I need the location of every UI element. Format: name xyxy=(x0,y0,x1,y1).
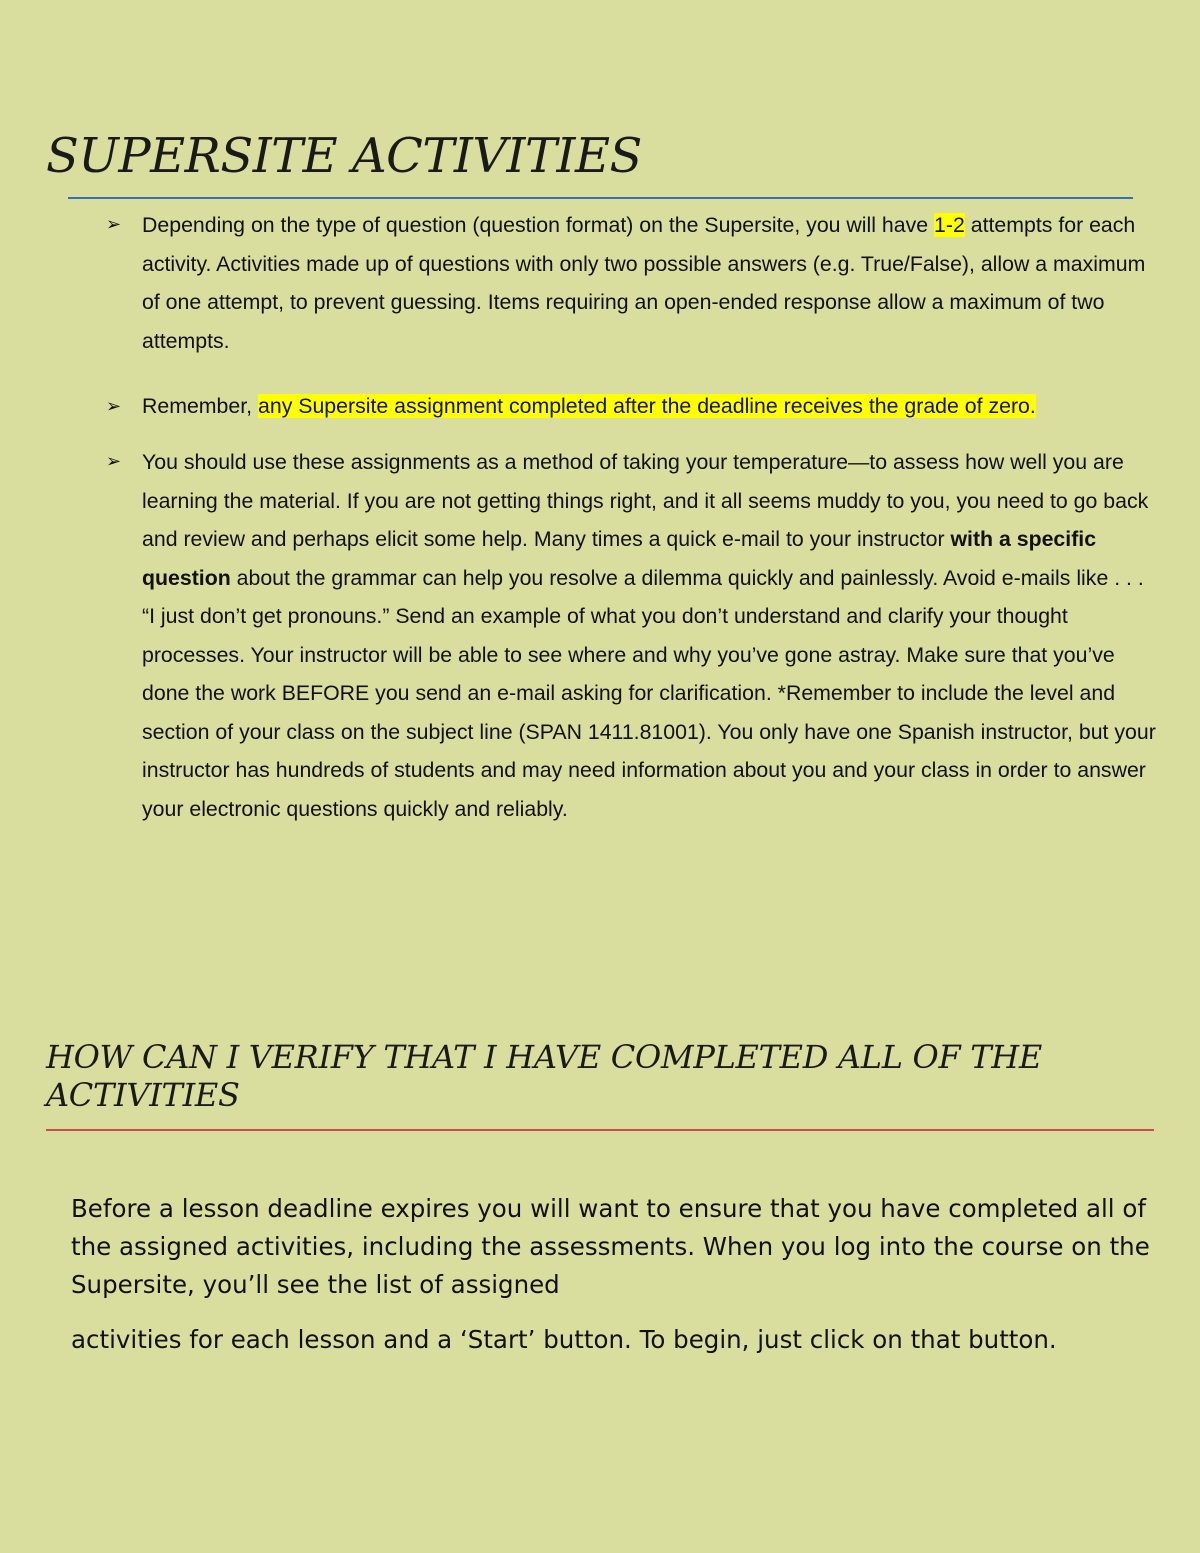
bullet-attempts xyxy=(106,206,1156,360)
bullet-temperature-text-pre: You should use these assignments as a method of taking your temperature—to assess how well you are learning the material. If you are not getting things right, and it all seems muddy to you, you need to go back and review and perhaps elicit some help. Many times a quick e-mail to your instructor xyxy=(142,450,1149,551)
paragraph-start-button: activities for each lesson and a ‘Start’ button. To begin, just click on that button. xyxy=(71,1325,1057,1354)
section-heading-supersite-activities: SUPERSITE ACTIVITIES xyxy=(46,128,642,184)
highlight-attempts-range: 1-2 xyxy=(934,213,965,237)
bold-specific-question: with a specific question xyxy=(142,527,1097,590)
heading-underline-blue xyxy=(68,197,1133,199)
highlight-deadline-warning: any Supersite assignment completed after the deadline receives the grade of zero. xyxy=(258,394,1036,418)
bullet-temperature-text-post: about the grammar can help you resolve a dilemma quickly and painlessly. Avoid e-mails like . . . “I just don’t get pronouns.” Send an example of what you don’t understand and clarify your thought processes. Your instructor will be able to see where and why you’ve gone astray. Make sure that you’ve done the work BEFORE you send an e-mail asking for clarification. *Remember to include the level and section of your class on the subject line (SPAN 1411.81001). You only have one Spanish instructor, but your instructor has hundreds of students and may need information about you and your class in order to answer your electronic questions quickly and reliably. xyxy=(142,565,1156,821)
bullet-temperature xyxy=(106,443,1156,828)
bullet-deadline-text-pre: Remember, xyxy=(142,394,258,418)
bullet-list xyxy=(106,206,1156,828)
arrow-bullet-icon: ➢ xyxy=(106,214,122,235)
bullet-attempts-text-pre: Depending on the type of question (question format) on the Supersite, you will have xyxy=(142,213,935,237)
heading-underline-red xyxy=(46,1129,1154,1131)
paragraph-deadline-intro: Before a lesson deadline expires you will want to ensure that you have completed all of the assigned activities, including the assessments. When you log into the course on the Supersite, you’ll see the list of assigned xyxy=(71,1194,1150,1299)
arrow-bullet-icon: ➢ xyxy=(106,451,122,472)
bullet-attempts-text-post: attempts for each activity. Activities made up of questions with only two possible answers (e.g. True/False), allow a maximum of one attempt, to prevent guessing. Items requiring an open-ended response allow a maximum of two attempts. xyxy=(142,213,1146,353)
bullet-deadline xyxy=(106,390,1156,423)
section-heading-verify: HOW CAN I VERIFY THAT I HAVE COMPLETED ALL OF THE ACTIVITIES xyxy=(46,1038,1042,1114)
arrow-bullet-icon: ➢ xyxy=(106,396,122,417)
